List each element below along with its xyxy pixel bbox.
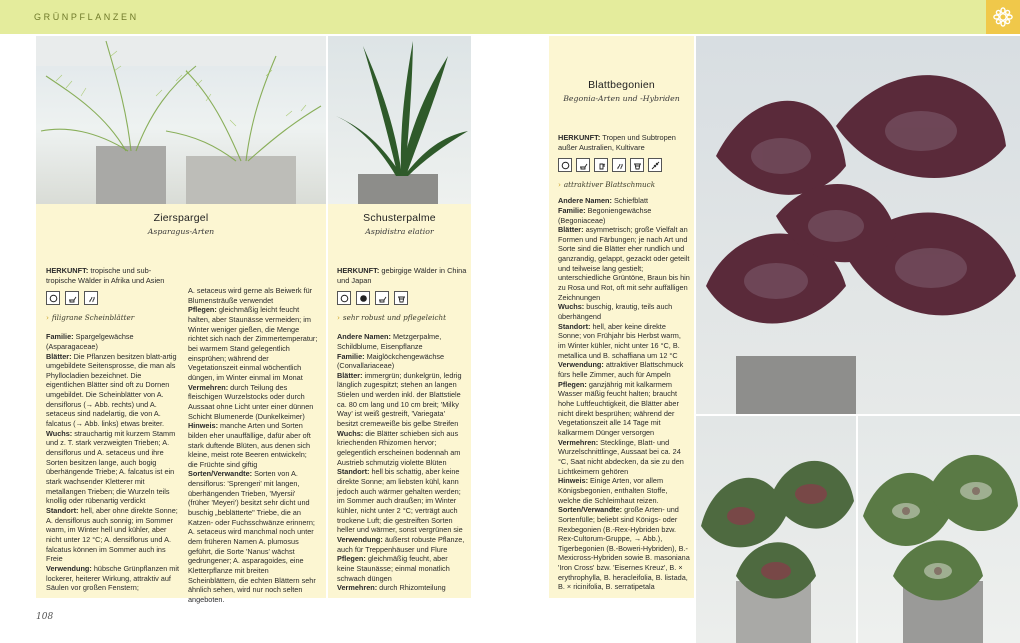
full-shade-icon	[356, 291, 370, 305]
body-text	[337, 332, 467, 593]
field-label: Blätter:	[46, 351, 72, 361]
field-label: Wuchs:	[558, 302, 585, 312]
aspidistra-herkunft	[337, 266, 467, 285]
field-text: Stecklinge, Blatt- und Wurzelschnittlinge, Aussaat bei ca. 24 °C, Saat nicht abdecken, da sie zu den Lichtkeimern gehören	[558, 437, 684, 476]
herkunft-text: gebirgige Wälder in China und Japan	[337, 266, 467, 285]
field-text: hell bis schattig, aber keine direkte Sonne; am liebsten kühl, kann jedoch auch wärmer gehalten werden; im Sommer auch draußen; im Winter kühler, nicht unter 2 °C; verträgt auch trockene Luft; die gestreiften Sorten heller und wärmer, sonst vergrünen sie	[337, 467, 463, 535]
field-label: Pflegen:	[558, 379, 587, 389]
flower-pot-icon	[630, 158, 644, 172]
field-label: Familie:	[46, 332, 74, 342]
field-text: hübsche Grünpflanzen mit lockerer, heiterer Wirkung, attraktiv auf Säulen vor großen Fenstern;	[46, 563, 180, 593]
begonia-panel	[549, 36, 694, 598]
field-text: A. setaceus wird gerne als Beiwerk für Blumensträuße verwendet	[188, 286, 313, 305]
aspidistra-panel	[328, 204, 471, 598]
begonia-text	[558, 196, 690, 592]
asparagus-subtitle: Asparagus-Arten	[147, 227, 215, 236]
begonia-photo-small-right	[858, 416, 1020, 643]
field-text: Einige Arten, vor allem Königsbegonien, enthalten Stoffe, welche die Schleimhaut reizen.	[558, 476, 668, 505]
field-text: gleichmäßig leicht feucht halten, aber Staunässe vermeiden; im Winter weniger gießen, die Menge richtet sich nach der Zimmertemperatur; bei warmem Stand gelegentlich einsprühen; während der Vegetationszeit einmal wöchentlich düngen, im Winter einmal im Monat	[188, 305, 318, 382]
header-band	[0, 0, 1020, 34]
mist-spray-icon	[594, 158, 608, 172]
field-label: Pflegen:	[188, 305, 217, 315]
field-label: Andere Namen:	[337, 332, 391, 342]
herkunft-label: HERKUNFT:	[558, 133, 601, 142]
field-label: Pflegen:	[337, 554, 366, 564]
asparagus-tagline: › filigrane Scheinblätter	[46, 313, 135, 323]
field-label: Hinweis:	[188, 421, 219, 431]
begonia-subtitle: Begonia-Arten und -Hybriden	[563, 94, 680, 103]
field-text: manche Arten und Sorten bilden eher unauffällige, dafür aber oft stark duftende Blüten, aus denen sich kleine, meist rote Beeren entwickeln; die Früchte sind giftig	[188, 421, 311, 469]
field-text: Maiglöckchengewächse (Convallariaceae)	[337, 351, 445, 371]
watering-can-icon	[65, 291, 79, 305]
field-text: Schiefblatt	[611, 196, 649, 206]
asparagus-text-col2	[188, 286, 318, 605]
asparagus-photo	[36, 36, 326, 204]
field-text: asymmetrisch; große Vielfalt an Formen und Färbungen; je nach Art und Sorte sind die Blätter eher rundlich und ganzrandig, gelappt, gezackt oder geteilt und teilweise lang gestielt; unterschiedliche Grüntöne, Braun bis hin zu Rosa und Rot, oft mit sehr auffälligen Zeichnungen	[558, 225, 690, 302]
aspidistra-subtitle: Aspidistra elatior	[365, 227, 434, 236]
field-text: hell, aber ohne direkte Sonne; A. densiflorus auch sonnig; im Sommer warm, im Winter hell und kühler, aber nicht unter 12 °C; A. densiflorus und A. falcatus können im Sommer auch ins Freie	[46, 506, 178, 564]
begonia-care-icons	[558, 158, 690, 172]
aspidistra-text	[337, 332, 467, 593]
begonia-photo-large	[696, 36, 1020, 414]
field-text: Sorten von A. densiflorus: 'Sprengeri' mit langen, überhängenden Trieben, 'Myersii' (früher 'Meyeri') besitzt sehr dicht und buschig „beblätterte" Triebe, die an Katzen- oder Fuchsschwänze erinnern; A. setaceus wird manchmal noch unter dem früheren Namen A. plumosus geführt, die Sorte 'Nanus' wächst gedrungener; A. asparagoides, eine Kletterpflanze mit breiten Scheinblättern, die echten Blättern sehr ähnlich sehen, wird nur noch selten angeboten.	[188, 469, 316, 604]
asparagus-title: Zierspargel	[153, 212, 209, 224]
field-label: Standort:	[337, 467, 370, 477]
aspidistra-care-icons	[337, 291, 467, 305]
field-label: Verwendung:	[337, 534, 383, 544]
field-label: Wuchs:	[337, 428, 364, 438]
aspidistra-tagline: › sehr robust und pflegeleicht	[337, 313, 447, 323]
field-label: Blätter:	[337, 370, 363, 380]
field-label: Vermehren:	[337, 583, 378, 593]
aspidistra-title: Schusterpalme	[363, 212, 436, 224]
thermometer-icon	[84, 291, 98, 305]
field-label: Vermehren:	[558, 437, 599, 447]
field-text: durch Teilung des fleischigen Wurzelstocks oder durch Aussaat ohne Licht unter einer dünnen Schicht Blumenerde (Dunkelkeimer)	[188, 382, 314, 421]
asparagus-care-icons	[46, 291, 181, 305]
field-label: Sorten/Verwandte:	[558, 505, 623, 515]
asparagus-text-col1	[46, 332, 181, 593]
field-text: große Arten- und Sortenfülle; beliebt sind Königs- oder Rexbegonien (B.-Rex-Hybriden bzw. Rex-Cultorum-Gruppe, → Abb.), Tigerbegonien (B.-Boweri-Hybriden), B.-Mexicross-Hybriden sowie B. masoniana 'Iron Cross' bzw. 'Eisernes Kreuz', B. × erythrophylla, B. heracleifolia, B. listada, B. × ricinifolia, B. serratipetala	[558, 505, 690, 592]
sun-flower-icon	[993, 7, 1013, 27]
field-label: Andere Namen:	[558, 196, 612, 206]
begonia-tagline: › attraktiver Blattschmuck	[558, 180, 656, 190]
field-label: Standort:	[558, 321, 591, 331]
category-badge	[986, 0, 1020, 34]
field-text: immergrün; dunkelgrün, ledrig länglich zugespitzt; stehen an langen Stielen und werden inkl. der Blattstiele ca. 80 cm lang und 10 cm breit; 'Milky Way' ist weiß gestreift, 'Variegata' besitzt cremeweiße bis gelbe Streifen	[337, 370, 462, 429]
herkunft-text: tropische und sub-tropische Wälder in Afrika und Asien	[46, 266, 165, 285]
field-text: strauchartig mit kurzem Stamm und z. T. stark verzweigten Trieben; A. densiflorus und A. setaceus und ihre Sorten besitzen lange, auch bogig überhängende Triebe; A. falcatus ist ein stark wachsender Kletterer mit metallangen Trieben; die Wurzeln teils knollig oder rübenartig verdickt	[46, 428, 176, 506]
field-label: Verwendung:	[46, 563, 92, 573]
herkunft-text: Tropen und Subtropen außer Australien, Kultivare	[558, 133, 676, 152]
field-text: durch Rhizomteilung	[377, 583, 446, 593]
body-text	[188, 286, 318, 605]
body-text	[46, 332, 181, 593]
field-label: Sorten/Verwandte:	[188, 469, 253, 479]
field-text: gleichmäßig feucht, aber keine Staunässe; einmal monatlich schwach düngen	[337, 554, 450, 583]
field-text: Die Pflanzen besitzen blatt-artig umgebildete Seitensprosse, die man als Phyllocladien bezeichnet. Die eigentlichen Blätter sind oft zu Dornen umgebildet. Die Scheinblätter von A. densiflorus (→ Abb. rechts) und A. setaceus sind nadelartig, die von A. falcatus (→ Abb. links) etwas breiter.	[46, 351, 177, 429]
begonia-herkunft	[558, 133, 690, 152]
watering-can-icon	[375, 291, 389, 305]
thermometer-icon	[612, 158, 626, 172]
field-text: Spargelgewächse (Asparagaceae)	[46, 332, 134, 351]
begonia-photo-small-left	[696, 416, 856, 643]
field-text: attraktiver Blattschmuck fürs helle Zimmer, auch für Ampeln	[558, 360, 684, 379]
field-label: Verwendung:	[558, 360, 604, 370]
body-text	[558, 196, 690, 592]
flower-pot-icon	[394, 291, 408, 305]
field-text: äußerst robuste Pflanze, auch für Treppenhäuser und Flure	[337, 534, 465, 554]
field-label: Familie:	[337, 351, 365, 361]
half-shade-icon	[337, 291, 351, 305]
aspidistra-photo	[328, 36, 471, 204]
field-text: Metzgerpalme, Schildblume, Eisenpflanze	[337, 332, 442, 351]
half-shade-icon	[558, 158, 572, 172]
field-label: Standort:	[46, 506, 79, 515]
field-text: buschig, krautig, teils auch überhängend	[558, 302, 673, 322]
herkunft-label: HERKUNFT:	[337, 266, 380, 275]
field-text: ganzjährig mit kalkarmem Wasser mäßig feucht halten; braucht hohe Luftfeuchtigkeit, die Blätter aber nicht direkt besprühen; während der Vegetationszeit alle 14 Tage mit kalkarmem Dünger versorgen	[558, 379, 679, 437]
field-text: hell, aber keine direkte Sonne; von Frühjahr bis Herbst warm, im Winter kühler, nicht unter 16 °C, B. metallica und B. schaffiana um 12 °C	[558, 321, 681, 360]
field-label: Wuchs:	[46, 428, 73, 438]
field-text: Begoniengewächse (Begoniaceae)	[558, 205, 652, 225]
field-label: Hinweis:	[558, 476, 589, 486]
field-text: die Blätter schieben sich aus kriechenden Rhizomen hervor; gelegentlich erscheinen bodennah am Austrieb schmutzig violette Blüten	[337, 428, 461, 467]
field-label: Vermehren:	[188, 382, 229, 392]
asparagus-panel	[36, 204, 326, 604]
field-label: Blätter:	[558, 225, 584, 235]
begonia-title: Blattbegonien	[588, 79, 655, 91]
herkunft-label: HERKUNFT:	[46, 266, 89, 275]
section-title: GRÜNPFLANZEN	[34, 12, 139, 22]
asparagus-herkunft	[46, 266, 181, 285]
field-label: Familie:	[558, 205, 586, 215]
page-number: 108	[36, 612, 54, 622]
watering-can-icon	[576, 158, 590, 172]
leaf-cutting-icon	[648, 158, 662, 172]
half-shade-icon	[46, 291, 60, 305]
